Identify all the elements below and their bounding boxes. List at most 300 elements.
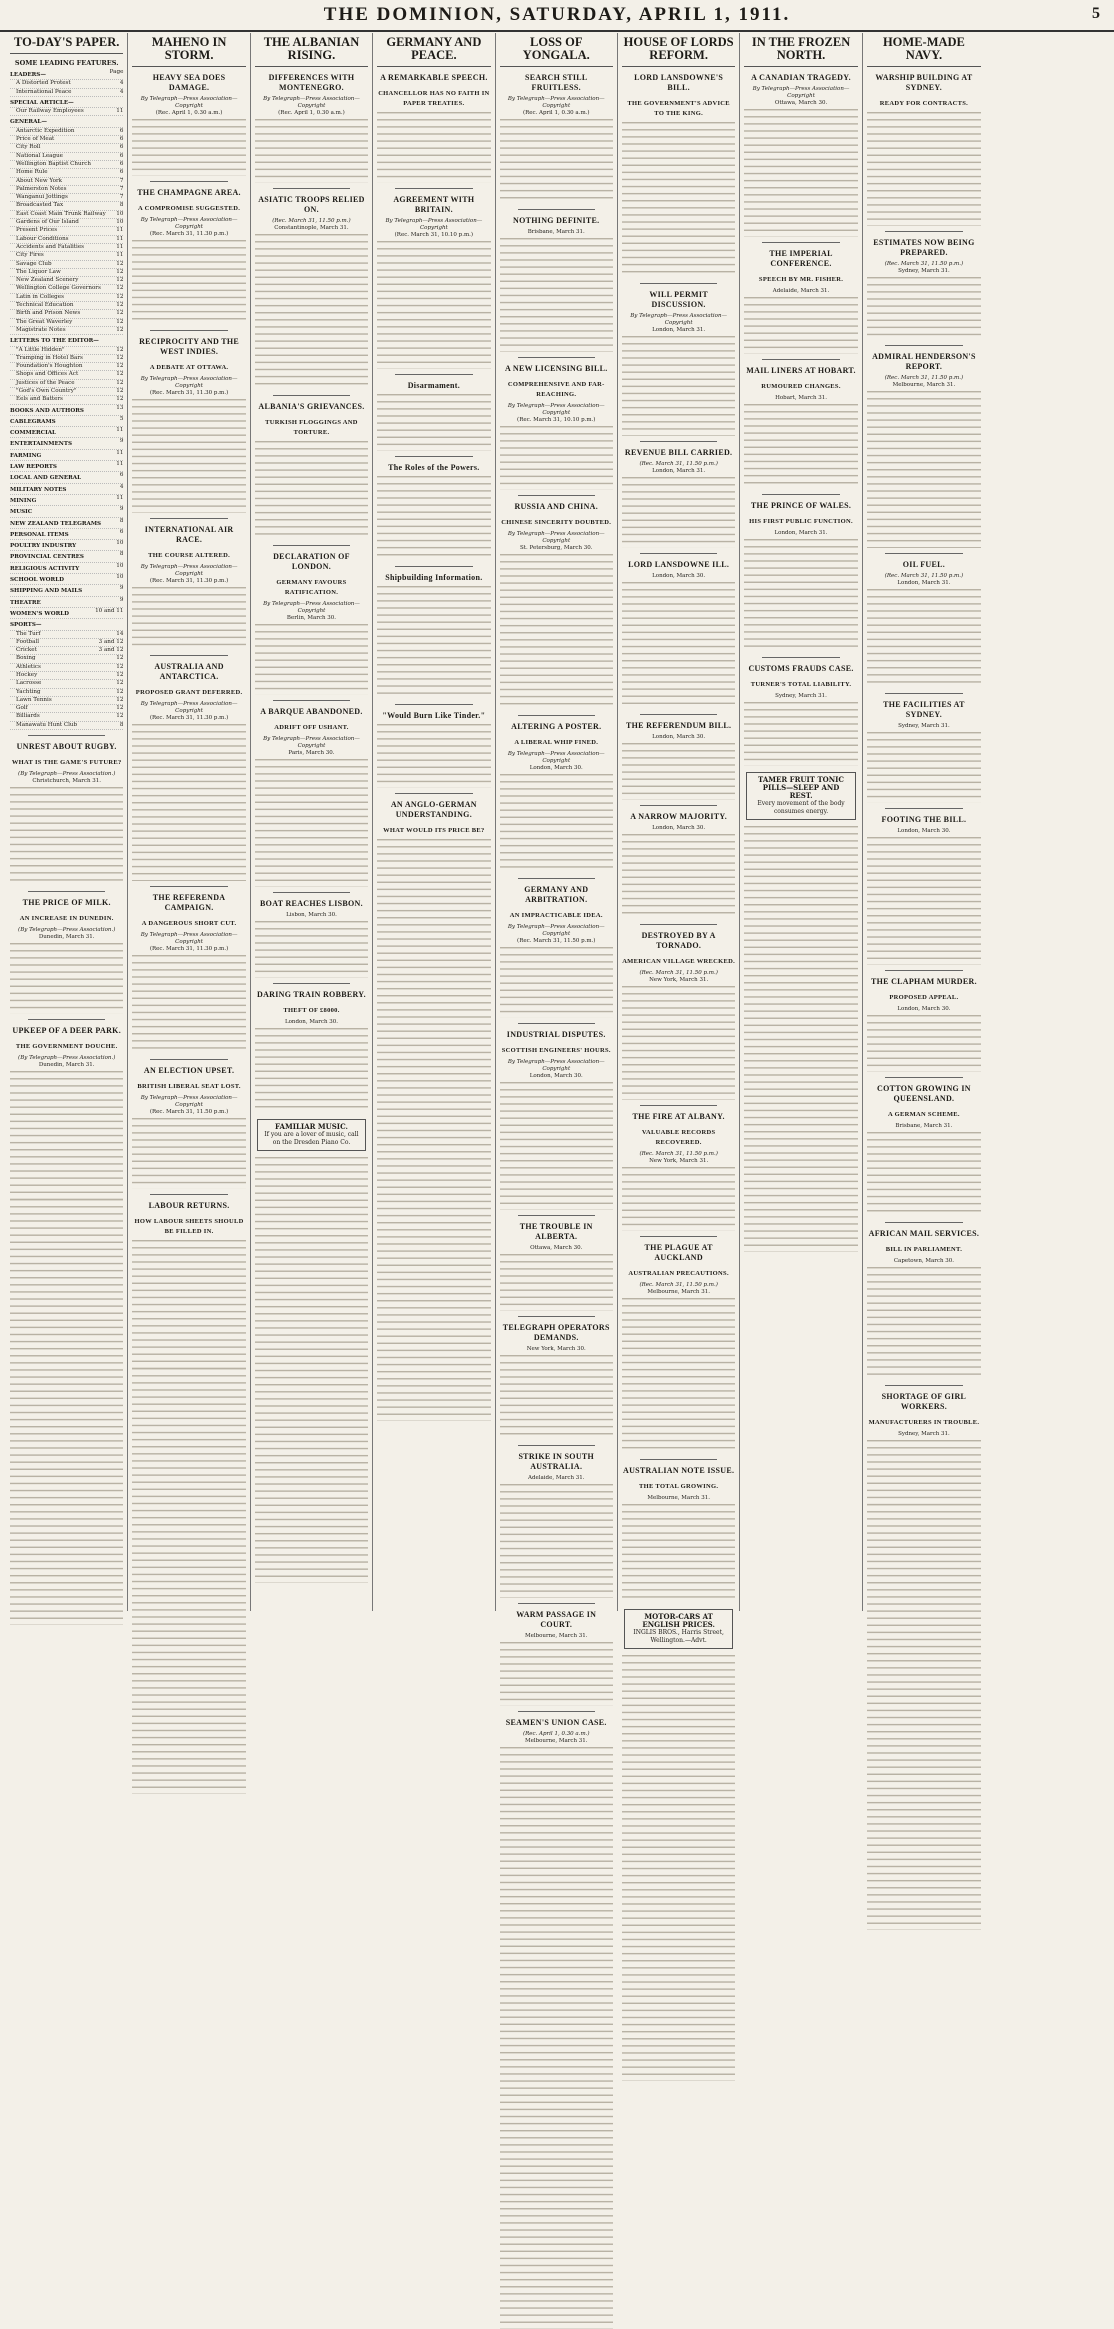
index-label: Gardens of Our Island bbox=[16, 219, 79, 226]
article bbox=[744, 657, 857, 766]
index-row bbox=[10, 438, 123, 449]
index-label: City Fires bbox=[16, 252, 44, 259]
article-dateline: Christchurch, March 31. bbox=[32, 778, 102, 785]
index-section: THEATRE bbox=[10, 599, 41, 606]
article-headline: WARSHIP BUILDING AT SYDNEY. bbox=[875, 73, 973, 92]
article-headline: COTTON GROWING IN QUEENSLAND. bbox=[877, 1083, 971, 1103]
article bbox=[867, 1385, 981, 1504]
article-body-text bbox=[255, 921, 368, 978]
article-byline: (Rec. March 31, 11.50 p.m.) bbox=[639, 460, 718, 467]
article bbox=[500, 715, 613, 873]
article-headline: THE IMPERIAL CONFERENCE. bbox=[769, 248, 833, 268]
article-body-text bbox=[622, 834, 735, 919]
index-page: 12 bbox=[116, 302, 124, 309]
divider bbox=[518, 715, 595, 716]
index-label: A Distorted Protest bbox=[16, 80, 71, 87]
article-dateline: Melbourne, March 31. bbox=[647, 1495, 710, 1502]
index-section: LETTERS TO THE EDITOR— bbox=[10, 338, 99, 345]
article-body-text bbox=[377, 476, 490, 561]
index-row bbox=[10, 608, 123, 619]
index-section: MILITARY NOTES bbox=[10, 486, 67, 493]
article-byline: By Telegraph—Press Association—Copyright bbox=[752, 86, 850, 99]
article-body-text bbox=[255, 441, 368, 540]
index-page: 5 bbox=[119, 415, 124, 422]
index-page: 11 bbox=[116, 108, 124, 115]
article-body-text bbox=[867, 837, 981, 965]
divider bbox=[150, 886, 227, 887]
index-page: 9 bbox=[119, 438, 124, 445]
article-byline: (Rec. March 31, 11.50 p.m.) bbox=[884, 375, 964, 382]
article-body-text bbox=[622, 1504, 735, 1603]
article-subheadline: THE TOTAL GROWING. bbox=[639, 1483, 719, 1491]
article-dateline: (Rec. March 31, 10.10 p.m.) bbox=[394, 232, 474, 238]
index-row bbox=[10, 178, 123, 186]
article-dateline: Paris, March 30. bbox=[288, 750, 335, 757]
index-row bbox=[10, 302, 123, 310]
article-subheadline: SPEECH BY MR. FISHER. bbox=[758, 275, 844, 283]
article bbox=[622, 1459, 735, 1603]
article-headline: BOAT REACHES LISBON. bbox=[260, 899, 363, 909]
index-page: 11 bbox=[116, 427, 124, 434]
article bbox=[622, 73, 735, 278]
article-dateline: London, March 31. bbox=[897, 579, 951, 586]
article-byline: By Telegraph—Press Association—Copyright bbox=[263, 96, 360, 109]
index-row bbox=[10, 161, 123, 169]
article-subheadline: COMPREHENSIVE AND FAR-REACHING. bbox=[507, 380, 605, 398]
article-body-text bbox=[132, 1240, 245, 1368]
article bbox=[622, 1236, 735, 1454]
article-body-text bbox=[867, 1504, 981, 1930]
index-section: MINING bbox=[10, 497, 37, 504]
divider bbox=[518, 209, 595, 210]
divider bbox=[885, 231, 963, 232]
index-row bbox=[10, 647, 123, 655]
index-page: 12 bbox=[116, 354, 124, 361]
index-row bbox=[10, 495, 123, 506]
article bbox=[500, 1023, 613, 1210]
index-page: 12 bbox=[116, 268, 124, 275]
index-page: 12 bbox=[116, 696, 124, 703]
divider bbox=[395, 704, 472, 705]
index-row bbox=[10, 722, 123, 730]
column-header: IN THE FROZEN NORTH. bbox=[744, 33, 857, 67]
ad-text: Every movement of the body consumes energy. bbox=[757, 800, 845, 816]
index-page: 6 bbox=[119, 136, 124, 143]
article-byline: (Rec. March 31, 11.50 p.m.) bbox=[639, 1281, 718, 1288]
article bbox=[255, 188, 368, 390]
index-page: Page bbox=[109, 69, 124, 75]
index-label: Foundation's Houghton bbox=[16, 363, 83, 370]
article-dateline: New York, March 30. bbox=[526, 1345, 586, 1352]
article bbox=[867, 345, 981, 547]
index-page: 8 bbox=[119, 517, 124, 524]
article bbox=[255, 73, 368, 183]
article-headline: SEARCH STILL FRUITLESS. bbox=[525, 73, 588, 92]
article-headline: The Roles of the Powers. bbox=[388, 462, 480, 472]
article-headline: INDUSTRIAL DISPUTES. bbox=[506, 1030, 606, 1040]
article-byline: By Telegraph—Press Association—Copyright bbox=[140, 375, 238, 389]
article-byline: (Rec. March 31, 11.50 p.m.) bbox=[272, 217, 351, 224]
index-label: Our Railway Employees bbox=[16, 108, 84, 115]
article-byline: By Telegraph—Press Association—Copyright bbox=[507, 924, 605, 938]
index-subheading: SOME LEADING FEATURES. bbox=[14, 59, 119, 67]
article-body-text bbox=[500, 947, 613, 1018]
article-body-text bbox=[622, 986, 735, 1100]
index-page: 9 bbox=[119, 506, 124, 513]
article-headline: OIL FUEL. bbox=[902, 559, 946, 569]
article-byline: By Telegraph—Press Association—Copyright bbox=[140, 216, 238, 230]
index-label: Tramping in Hotel Bars bbox=[16, 354, 83, 361]
article bbox=[867, 231, 981, 341]
index-label: Boxing bbox=[16, 655, 36, 662]
article-body-text bbox=[10, 1071, 123, 1199]
article-byline: By Telegraph—Press Association—Copyright bbox=[263, 736, 360, 750]
article-body-text bbox=[744, 826, 857, 1252]
ad-text: INGLIS BROS., Harris Street, Wellington.—Advt. bbox=[633, 1629, 724, 1645]
article-dateline: (Rec. March 31, 11.30 p.m.) bbox=[149, 577, 229, 584]
article-headline: THE REFERENDUM BILL. bbox=[625, 721, 732, 731]
index-page: 9 bbox=[119, 596, 124, 603]
article-byline: By Telegraph—Press Association—Copyright bbox=[140, 96, 238, 109]
index-row bbox=[10, 347, 123, 355]
index-page: 12 bbox=[116, 371, 124, 378]
index-page: 12 bbox=[116, 260, 124, 267]
index-page: 11 bbox=[116, 252, 124, 259]
article bbox=[500, 1215, 613, 1311]
article-byline: (By Telegraph—Press Association.) bbox=[18, 771, 116, 778]
index-row bbox=[10, 551, 123, 562]
article bbox=[377, 793, 490, 995]
article-body-text bbox=[10, 943, 123, 1014]
index-label: The Great Waverley bbox=[16, 318, 73, 325]
article-dateline: London, March 30. bbox=[897, 828, 951, 835]
index-section: LEADERS— bbox=[10, 72, 46, 78]
index-row bbox=[10, 461, 123, 472]
divider bbox=[762, 494, 839, 495]
index-page: 10 bbox=[116, 574, 124, 581]
masthead bbox=[0, 0, 1114, 32]
article-body-text bbox=[744, 702, 857, 766]
index-row bbox=[10, 136, 123, 144]
index-row bbox=[10, 518, 123, 529]
index-section: RELIGIOUS ACTIVITY bbox=[10, 565, 80, 572]
article bbox=[132, 886, 245, 1054]
article-body-text bbox=[377, 995, 490, 1421]
article-dateline: (Rec. March 31, 11.50 p.m.) bbox=[517, 938, 596, 945]
article-subheadline: TURNER'S TOTAL LIABILITY. bbox=[750, 681, 852, 689]
index-page: 12 bbox=[116, 310, 124, 317]
article-dateline: London, March 30. bbox=[529, 764, 583, 771]
index-page: 11 bbox=[116, 243, 124, 250]
index-page: 10 bbox=[116, 540, 124, 547]
article-headline: DARING TRAIN ROBBERY. bbox=[257, 990, 366, 1000]
article-headline: THE PLAGUE AT AUCKLAND bbox=[644, 1242, 713, 1262]
article-subheadline: THE GOVERNMENT'S ADVICE TO THE KING. bbox=[627, 100, 730, 117]
article-body-text bbox=[744, 109, 857, 237]
index-row bbox=[10, 355, 123, 363]
article-body-text bbox=[132, 399, 245, 513]
index-page: 12 bbox=[116, 285, 124, 292]
article-body-text bbox=[622, 743, 735, 800]
index-section: ENTERTAINMENTS bbox=[10, 441, 73, 448]
column-header: HOME-MADE NAVY. bbox=[867, 33, 981, 67]
index-section: WOMEN'S WORLD bbox=[10, 610, 70, 617]
article-subheadline: SCOTTISH ENGINEERS' HOURS. bbox=[501, 1047, 611, 1055]
article-dateline: (Rec. March 31, 11.30 p.m.) bbox=[149, 389, 229, 396]
article-body-text bbox=[500, 1642, 613, 1706]
article-headline: A NEW LICENSING BILL. bbox=[504, 363, 608, 373]
index-label: Labour Conditions bbox=[16, 235, 69, 242]
article bbox=[377, 704, 490, 788]
article-headline: AN ANGLO-GERMAN UNDERSTANDING. bbox=[390, 800, 477, 820]
column-header: TO-DAY'S PAPER. bbox=[10, 33, 123, 54]
index-row bbox=[10, 186, 123, 194]
column-header: HOUSE OF LORDS REFORM. bbox=[622, 33, 735, 67]
index-row bbox=[10, 310, 123, 318]
article bbox=[10, 735, 123, 886]
article-body-text bbox=[744, 539, 857, 653]
article bbox=[132, 1194, 245, 1368]
article-body-text bbox=[867, 732, 981, 803]
article-headline: A BARQUE ABANDONED. bbox=[260, 707, 363, 717]
article-dateline: London, March 30. bbox=[897, 1005, 951, 1012]
index-row bbox=[10, 484, 123, 495]
article-subheadline: READY FOR CONTRACTS. bbox=[879, 100, 969, 107]
article-headline: REVENUE BILL CARRIED. bbox=[624, 447, 733, 457]
index-row bbox=[10, 380, 123, 388]
article bbox=[744, 494, 857, 653]
article-headline: A REMARKABLE SPEECH. bbox=[380, 73, 488, 82]
article bbox=[622, 441, 735, 548]
article-body-text bbox=[500, 1747, 613, 1903]
column-header: GERMANY AND PEACE. bbox=[377, 33, 490, 67]
article-headline: ADMIRAL HENDERSON'S REPORT. bbox=[872, 352, 976, 372]
advertisement bbox=[746, 772, 855, 820]
divider bbox=[885, 1222, 963, 1223]
index-row bbox=[10, 89, 123, 97]
index-section: SCHOOL WORLD bbox=[10, 577, 64, 584]
article-body-text bbox=[132, 1118, 245, 1189]
article bbox=[500, 495, 613, 710]
divider bbox=[28, 1019, 105, 1020]
index-label: "A Little Hidden" bbox=[16, 346, 65, 353]
article bbox=[867, 970, 981, 1072]
column-1 bbox=[6, 33, 128, 1611]
ad-title: TAMER FRUIT TONIC PILLS—SLEEP AND REST. bbox=[758, 775, 845, 801]
index-page: 12 bbox=[116, 318, 124, 325]
article-body-text bbox=[744, 297, 857, 354]
article bbox=[500, 1445, 613, 1598]
index-row bbox=[10, 244, 123, 252]
divider bbox=[395, 374, 472, 375]
column-7 bbox=[740, 33, 862, 1611]
article-byline: By Telegraph—Press Association—Copyright bbox=[507, 530, 605, 544]
article-subheadline: RUMOURED CHANGES. bbox=[761, 382, 841, 390]
article-headline: FOOTING THE BILL. bbox=[881, 815, 967, 825]
index-page: 6 bbox=[119, 169, 124, 176]
index-label: Wanganui Jottings bbox=[16, 194, 68, 201]
article-headline: ASIATIC TROOPS RELIED ON. bbox=[258, 194, 365, 214]
article-byline: By Telegraph—Press Association—Copyright bbox=[507, 96, 605, 109]
index-row bbox=[10, 261, 123, 269]
index-page: 12 bbox=[116, 705, 124, 712]
divider bbox=[395, 793, 472, 794]
index-row bbox=[10, 585, 123, 596]
article-body-text bbox=[867, 1132, 981, 1217]
article-body-text bbox=[622, 582, 735, 710]
index-page: 6 bbox=[119, 152, 124, 159]
index-row bbox=[10, 153, 123, 161]
index-row bbox=[10, 689, 123, 697]
index-page: 10 and 11 bbox=[95, 607, 124, 614]
index-page: 6 bbox=[119, 528, 124, 535]
article-body-text bbox=[132, 587, 245, 651]
newspaper-title: THE DOMINION, SATURDAY, APRIL 1, 1911. bbox=[323, 4, 791, 25]
index-page: 12 bbox=[116, 379, 124, 386]
divider bbox=[762, 242, 839, 243]
article-headline: DESTROYED BY A TORNADO. bbox=[641, 931, 716, 951]
ad-title: MOTOR-CARS AT ENGLISH PRICES. bbox=[642, 1612, 715, 1630]
divider bbox=[885, 553, 963, 554]
article-dateline: (Rec. April 1, 0.30 a.m.) bbox=[155, 110, 223, 116]
article-headline: SEAMEN'S UNION CASE. bbox=[505, 1717, 607, 1727]
article-body-text bbox=[500, 426, 613, 490]
index-label: Wellington College Governors bbox=[16, 285, 101, 292]
index-row bbox=[10, 396, 123, 404]
article-dateline: Constantinople, March 31. bbox=[274, 224, 349, 231]
article-subheadline: A DANGEROUS SHORT CUT. bbox=[141, 919, 237, 927]
article-dateline: London, March 30. bbox=[529, 1073, 583, 1080]
index-label: Latin in Colleges bbox=[16, 293, 64, 300]
index-label: Cricket bbox=[16, 647, 37, 654]
divider bbox=[273, 983, 350, 984]
article-dateline: Adelaide, March 31. bbox=[528, 1475, 585, 1482]
index-label: Broadcasted Tax bbox=[16, 202, 64, 209]
index-label: Golf bbox=[16, 705, 28, 712]
article-body-text bbox=[132, 1368, 245, 1794]
index-page: 14 bbox=[116, 630, 124, 637]
index-page: 11 bbox=[116, 449, 124, 456]
article-headline: THE CLAPHAM MURDER. bbox=[870, 976, 977, 986]
article-body-text bbox=[622, 336, 735, 435]
index-page: 7 bbox=[119, 177, 124, 184]
article-subheadline: WHAT IS THE GAME'S FUTURE? bbox=[11, 759, 122, 767]
article-dateline: Berlin, March 30. bbox=[286, 615, 337, 622]
article-dateline: Dunedin, March 31. bbox=[38, 934, 95, 941]
article-headline: AGREEMENT WITH BRITAIN. bbox=[393, 195, 475, 214]
column-header: LOSS OF YONGALA. bbox=[500, 33, 613, 67]
article-dateline: Brisbane, March 31. bbox=[527, 229, 585, 236]
index-row bbox=[10, 219, 123, 227]
index-label: "God's Own Country" bbox=[16, 387, 77, 394]
article-dateline: London, March 30. bbox=[652, 734, 706, 741]
article bbox=[132, 73, 245, 176]
article-byline: By Telegraph—Press Association—Copyright bbox=[140, 563, 238, 577]
article-headline: THE TROUBLE IN ALBERTA. bbox=[519, 1222, 593, 1242]
index-row bbox=[10, 335, 123, 346]
divider bbox=[150, 1059, 227, 1060]
article-body-text bbox=[867, 1015, 981, 1072]
index-row bbox=[10, 128, 123, 136]
article-body-text bbox=[744, 404, 857, 489]
article-headline: NOTHING DEFINITE. bbox=[513, 216, 600, 226]
index-page: 12 bbox=[116, 663, 124, 670]
article-byline: By Telegraph—Press Association—Copyright bbox=[630, 313, 728, 327]
article-body-text bbox=[867, 277, 981, 341]
article-subheadline: HIS FIRST PUBLIC FUNCTION. bbox=[749, 517, 853, 525]
index-label: Hockey bbox=[16, 672, 38, 678]
article-subheadline: AN IMPRACTICABLE IDEA. bbox=[509, 912, 603, 920]
index-row bbox=[10, 427, 123, 438]
index-label: The Liquor Law bbox=[16, 268, 61, 275]
article-headline: THE PRINCE OF WALES. bbox=[750, 500, 852, 510]
index-page: 11 bbox=[116, 461, 124, 468]
index-label: Savage Club bbox=[16, 260, 52, 267]
article-dateline: Sydney, March 31. bbox=[898, 1431, 950, 1438]
article-subheadline: MANUFACTURERS IN TROUBLE. bbox=[868, 1419, 980, 1427]
article bbox=[132, 181, 245, 325]
index-label: Eels and Batters bbox=[16, 396, 63, 403]
index-section: MUSIC bbox=[10, 509, 33, 516]
divider bbox=[518, 1316, 595, 1317]
divider bbox=[518, 1445, 595, 1446]
article bbox=[10, 891, 123, 1014]
article-body-text bbox=[867, 589, 981, 688]
article-dateline: Dunedin, March 31. bbox=[38, 1062, 95, 1069]
index-page: 8 bbox=[119, 202, 124, 209]
article-body-text bbox=[132, 119, 245, 176]
article-body-text bbox=[10, 787, 123, 886]
article bbox=[622, 283, 735, 435]
article-body-text bbox=[500, 1254, 613, 1311]
article-headline: WILL PERMIT DISCUSSION. bbox=[649, 290, 708, 310]
article-dateline: Melbourne, March 31. bbox=[647, 1288, 710, 1295]
article-headline: GERMANY AND ARBITRATION. bbox=[524, 885, 589, 905]
article bbox=[377, 566, 490, 700]
divider bbox=[150, 330, 227, 331]
index-row bbox=[10, 405, 123, 416]
contents-index bbox=[10, 69, 123, 730]
article bbox=[10, 1019, 123, 1199]
divider bbox=[518, 1023, 595, 1024]
article-subheadline: AMERICAN VILLAGE WRECKED. bbox=[622, 958, 736, 966]
index-section: SPECIAL ARTICLE— bbox=[10, 99, 74, 106]
index-label: Antarctic Expedition bbox=[16, 127, 75, 134]
index-section: BOOKS AND AUTHORS bbox=[10, 407, 84, 414]
article-headline: ALTERING A POSTER. bbox=[511, 721, 602, 731]
article bbox=[132, 1059, 245, 1189]
index-page: 4 bbox=[119, 80, 124, 87]
article-body-text bbox=[377, 241, 490, 369]
divider bbox=[640, 714, 717, 715]
article-body-text bbox=[500, 1355, 613, 1440]
index-page: 10 bbox=[116, 219, 124, 226]
article-body-text bbox=[255, 1028, 368, 1113]
index-row bbox=[10, 705, 123, 713]
index-page: 3 and 12 bbox=[98, 647, 124, 654]
article-body-text bbox=[377, 112, 490, 183]
article bbox=[622, 714, 735, 800]
index-label: Athletics bbox=[16, 663, 41, 670]
index-label: Home Rule bbox=[16, 169, 48, 176]
ad-text: If you are a lover of music, call on the Dresden Piano Co. bbox=[264, 1131, 359, 1147]
article-dateline: Sydney, March 31. bbox=[898, 267, 950, 274]
index-page: 12 bbox=[116, 680, 124, 687]
column-2 bbox=[128, 33, 250, 1611]
article-headline: THE CHAMPAGNE AREA. bbox=[137, 187, 241, 197]
article-subheadline: THEFT OF £8000. bbox=[283, 1007, 340, 1015]
article-headline: "Would Burn Like Tinder." bbox=[382, 711, 486, 721]
